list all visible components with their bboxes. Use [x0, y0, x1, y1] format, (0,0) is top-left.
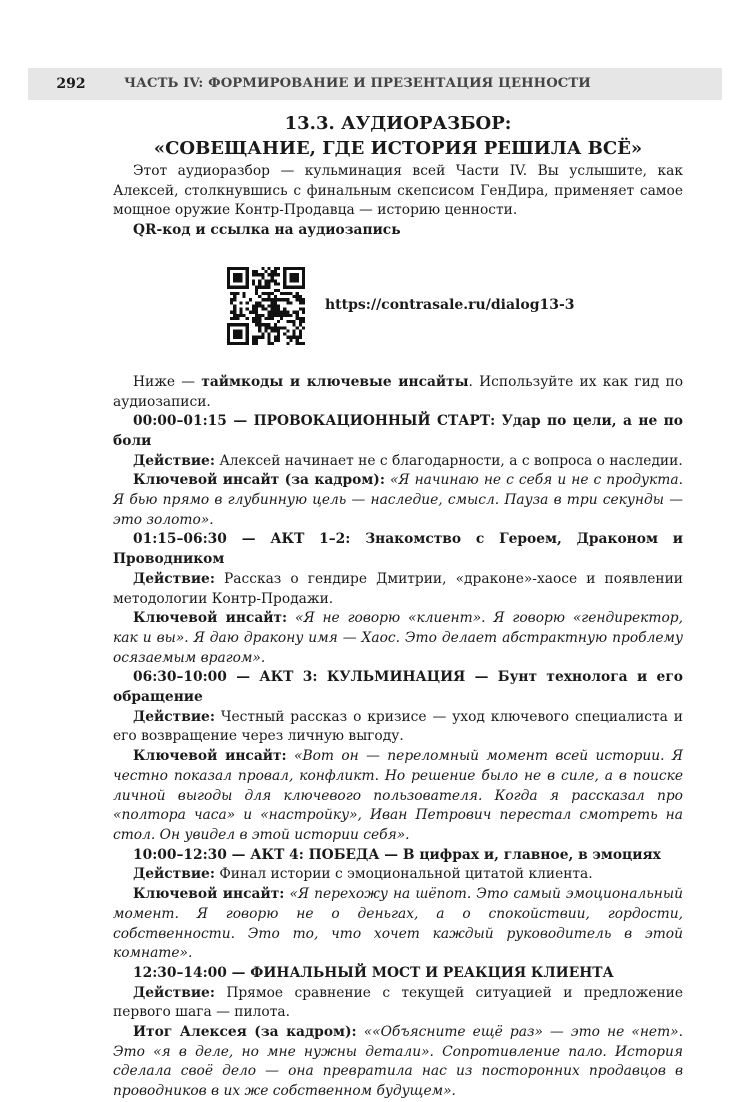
timecode-heading: 01:15–06:30 — АКТ 1–2: Знакомство с Героем, Драконом и Проводником: [113, 531, 683, 568]
action-text: Прямое сравнение с текущей ситуацией и предложение первого шага — пилота.: [113, 984, 684, 1021]
insight-label: Ключевой инсайт:: [133, 748, 287, 765]
insight-label: Ключевой инсайт:: [133, 610, 288, 627]
insight-text: «Я перехожу на шёпот. Это самый эмоциональный момент. Я говорю не о деньгах, а о спокойствии, гордости, собственности. Это то, что хочет каждый руководитель в этой комнате».: [113, 886, 684, 962]
insight-text: «Я начинаю не с себя и не с продукта. Я бью прямо в глубинную цель — наследие, смысл. Пауза в три секунды — это золото».: [113, 472, 683, 528]
insight-text: «Я не говорю «клиент». Я говорю «гендиректор, как и вы». Я даю дракону имя — Хаос. Это делает абстрактную проблему осязаемым врагом».: [113, 610, 683, 666]
action-label: Действие:: [133, 570, 215, 587]
action-paragraph: [113, 865, 683, 885]
action-label: Действие:: [133, 984, 215, 1001]
insight-text: ««Объясните ещё раз» — это не «нет». Это «я в деле, но мне нужны детали». Сопротивление пало. История сделала своё дело — она превратила нас из посторонних продавцов в проводников в их же собственном будущем».: [113, 1024, 683, 1100]
qr-block: [113, 243, 683, 369]
insight-paragraph: [113, 1023, 683, 1102]
timecode-section-3: [113, 668, 683, 845]
timecode-heading: 06:30–10:00 — АКТ 3: КУЛЬМИНАЦИЯ — Бунт технолога и его обращение: [113, 669, 683, 706]
action-label: Действие:: [133, 708, 215, 725]
timecode-heading: 12:30–14:00 — ФИНАЛЬНЫЙ МОСТ И РЕАКЦИЯ КЛИЕНТА: [133, 964, 614, 981]
insight-paragraph: [113, 609, 683, 668]
running-head: ЧАСТЬ IV: ФОРМИРОВАНИЕ И ПРЕЗЕНТАЦИЯ ЦЕННОСТИ: [124, 76, 591, 91]
action-text: Честный рассказ о кризисе — уход ключевого специалиста и его возвращение через личную выгоду.: [113, 708, 683, 745]
action-paragraph: [113, 570, 683, 609]
qr-label: QR-код и ссылка на аудиозапись: [133, 222, 401, 239]
timecode-section-1: [113, 412, 683, 530]
section-title-line-1: 13.3. АУДИОРАЗБОР:: [284, 113, 512, 134]
section-title: [113, 111, 683, 161]
insight-text: «Вот он — переломный момент всей истории. Я честно показал провал, конфликт. Но решение было не в силе, а в поиске личной выгоды для ключевого пользователя. Когда я рассказал про «полтора часа» и «настройку», Иван Петрович перестал смотреть на стол. Он увидел в этой истории себя».: [113, 748, 683, 843]
action-text: Рассказ о гендире Дмитрии, «драконе»-хаосе и появлении методологии Контр-Продажи.: [113, 570, 683, 607]
lead-text-bold: таймкоды и ключевые инсайты: [201, 373, 469, 390]
page-number: 292: [56, 76, 86, 92]
insight-paragraph: [113, 885, 683, 964]
lead-text-start: Ниже —: [133, 373, 202, 390]
action-paragraph: [113, 452, 683, 472]
action-paragraph: [113, 984, 683, 1023]
insight-label: Ключевой инсайт:: [133, 886, 285, 903]
insight-label: Итог Алексея (за кадром):: [133, 1024, 357, 1041]
lead-paragraph: [113, 373, 683, 412]
timecode-section-4: [113, 846, 683, 964]
section-title-line-2: «СОВЕЩАНИЕ, ГДЕ ИСТОРИЯ РЕШИЛА ВСЁ»: [153, 138, 643, 159]
insight-label: Ключевой инсайт (за кадром):: [133, 472, 385, 489]
timecode-section-5: [113, 964, 683, 1102]
qr-code-icon[interactable]: [227, 267, 305, 345]
timecode-heading: 10:00–12:30 — АКТ 4: ПОБЕДА — В цифрах и, главное, в эмоциях: [133, 846, 661, 863]
page-body: [113, 162, 683, 1102]
action-label: Действие:: [133, 866, 215, 883]
insight-paragraph: [113, 747, 683, 846]
intro-paragraph: Этот аудиоразбор — кульминация всей Части IV. Вы услышите, как Алексей, столкнувшись с финальным скепсисом ГенДира, применяет самое мощное оружие Контр-Продавца — историю ценности.: [113, 163, 683, 219]
action-text: Алексей начинает не с благодарности, а с вопроса о наследии.: [219, 452, 683, 469]
timecode-section-2: [113, 530, 683, 668]
audio-link[interactable]: https://contrasale.ru/dialog13-3: [325, 296, 575, 313]
lead-text-end: . Используйте их как гид по аудиозаписи.: [113, 373, 684, 410]
insight-paragraph: [113, 471, 683, 530]
action-text: Финал истории с эмоциональной цитатой клиента.: [219, 866, 593, 883]
timecode-heading: 00:00–01:15 — ПРОВОКАЦИОННЫЙ СТАРТ: Удар по цели, а не по боли: [113, 413, 683, 449]
action-label: Действие:: [133, 452, 215, 469]
action-paragraph: [113, 708, 683, 747]
